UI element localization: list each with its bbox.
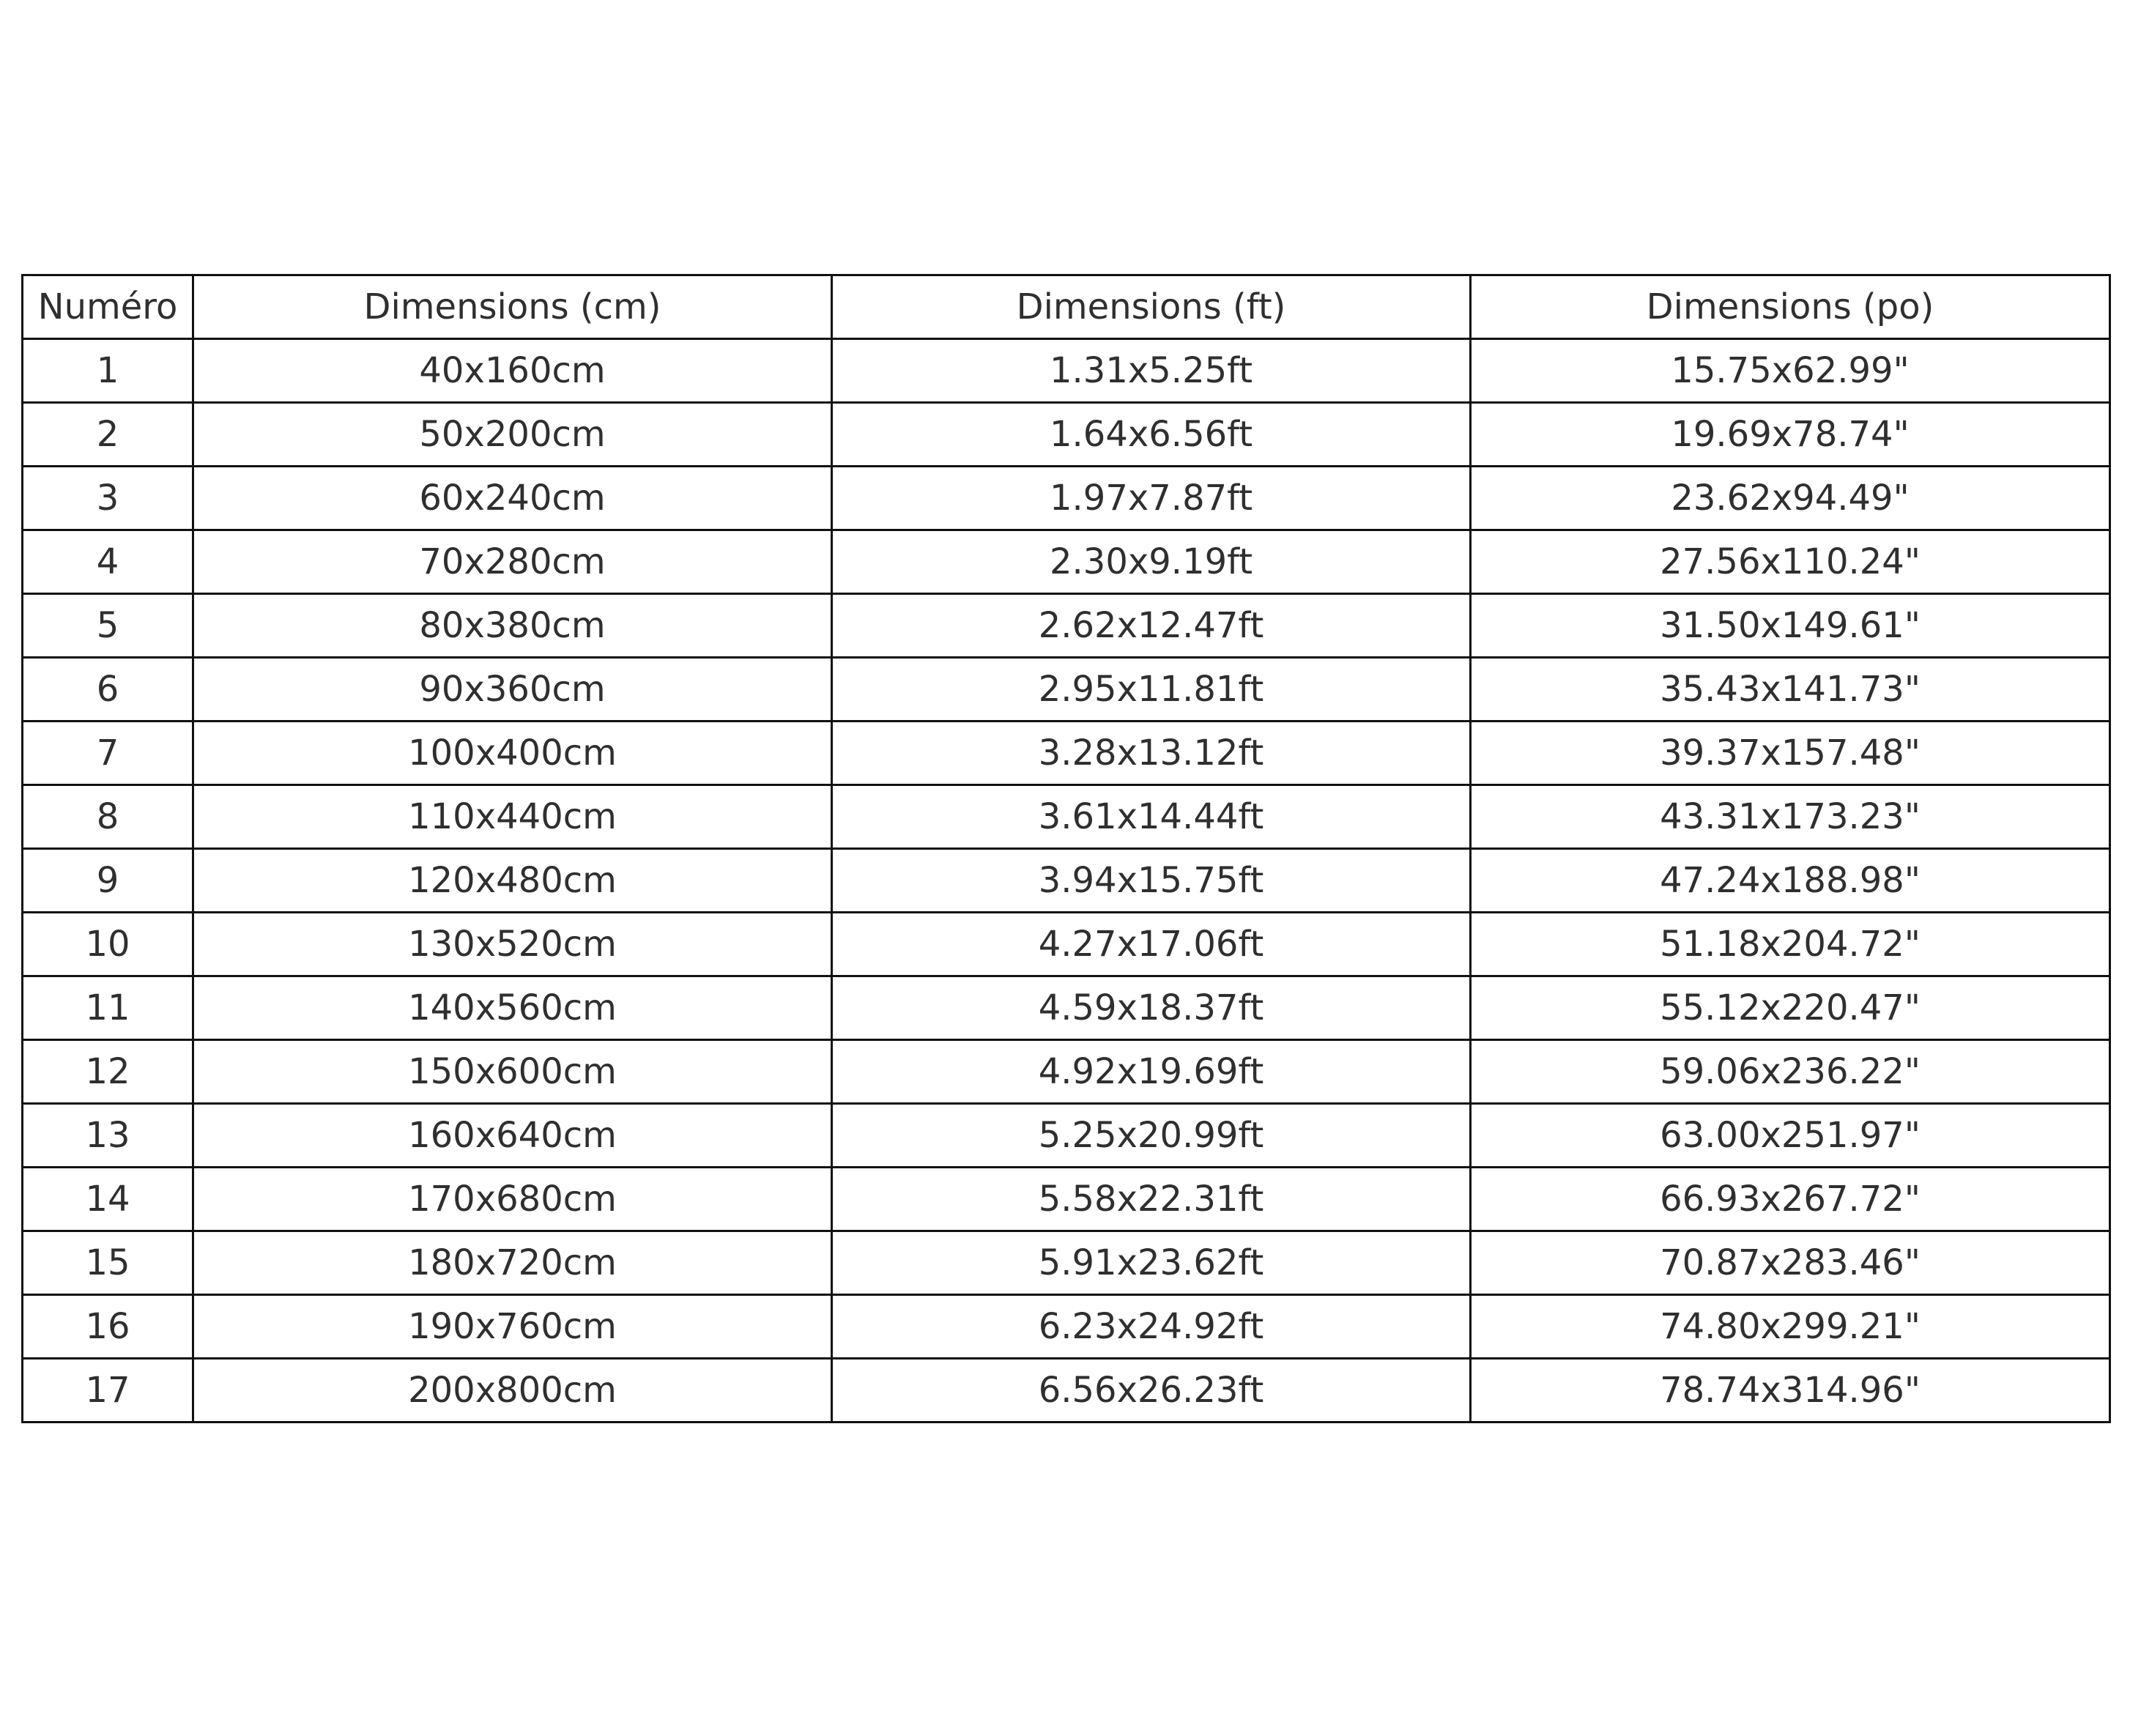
table-row: [23, 1104, 2110, 1168]
cell-dimensions-po: 15.75x62.99": [1471, 339, 2110, 403]
cell-dimensions-po: 63.00x251.97": [1471, 1104, 2110, 1168]
header-numero: Numéro: [23, 275, 193, 339]
cell-dimensions-cm: 100x400cm: [193, 722, 832, 785]
cell-dimensions-ft: 5.58x22.31ft: [832, 1168, 1471, 1231]
cell-numero: 16: [23, 1295, 193, 1359]
cell-dimensions-po: 39.37x157.48": [1471, 722, 2110, 785]
table-row: [23, 722, 2110, 785]
cell-dimensions-ft: 6.23x24.92ft: [832, 1295, 1471, 1359]
table-row: [23, 976, 2110, 1040]
cell-dimensions-cm: 160x640cm: [193, 1104, 832, 1168]
cell-numero: 9: [23, 849, 193, 913]
cell-dimensions-cm: 40x160cm: [193, 339, 832, 403]
cell-dimensions-cm: 80x380cm: [193, 594, 832, 658]
table-row: [23, 1040, 2110, 1104]
cell-dimensions-ft: 1.97x7.87ft: [832, 467, 1471, 530]
cell-dimensions-cm: 60x240cm: [193, 467, 832, 530]
cell-dimensions-ft: 5.91x23.62ft: [832, 1231, 1471, 1295]
cell-dimensions-cm: 50x200cm: [193, 403, 832, 467]
cell-dimensions-po: 31.50x149.61": [1471, 594, 2110, 658]
cell-dimensions-ft: 4.59x18.37ft: [832, 976, 1471, 1040]
cell-dimensions-po: 55.12x220.47": [1471, 976, 2110, 1040]
cell-dimensions-po: 78.74x314.96": [1471, 1359, 2110, 1422]
cell-dimensions-ft: 2.30x9.19ft: [832, 530, 1471, 594]
cell-dimensions-cm: 120x480cm: [193, 849, 832, 913]
table-row: [23, 1359, 2110, 1422]
cell-dimensions-ft: 6.56x26.23ft: [832, 1359, 1471, 1422]
table-row: [23, 913, 2110, 976]
cell-dimensions-ft: 3.94x15.75ft: [832, 849, 1471, 913]
cell-dimensions-cm: 190x760cm: [193, 1295, 832, 1359]
cell-dimensions-ft: 2.62x12.47ft: [832, 594, 1471, 658]
cell-numero: 3: [23, 467, 193, 530]
cell-numero: 2: [23, 403, 193, 467]
cell-dimensions-cm: 180x720cm: [193, 1231, 832, 1295]
cell-dimensions-cm: 110x440cm: [193, 785, 832, 849]
table-row: [23, 339, 2110, 403]
table-row: [23, 530, 2110, 594]
cell-dimensions-po: 47.24x188.98": [1471, 849, 2110, 913]
table-row: [23, 785, 2110, 849]
cell-dimensions-ft: 1.64x6.56ft: [832, 403, 1471, 467]
cell-dimensions-ft: 5.25x20.99ft: [832, 1104, 1471, 1168]
cell-dimensions-cm: 200x800cm: [193, 1359, 832, 1422]
cell-dimensions-cm: 170x680cm: [193, 1168, 832, 1231]
cell-numero: 13: [23, 1104, 193, 1168]
cell-dimensions-ft: 2.95x11.81ft: [832, 658, 1471, 722]
cell-numero: 8: [23, 785, 193, 849]
cell-numero: 11: [23, 976, 193, 1040]
cell-dimensions-po: 35.43x141.73": [1471, 658, 2110, 722]
cell-dimensions-cm: 140x560cm: [193, 976, 832, 1040]
cell-numero: 15: [23, 1231, 193, 1295]
size-table: [21, 274, 2111, 1423]
header-dimensions-ft: Dimensions (ft): [832, 275, 1471, 339]
cell-dimensions-po: 51.18x204.72": [1471, 913, 2110, 976]
cell-numero: 7: [23, 722, 193, 785]
cell-dimensions-cm: 150x600cm: [193, 1040, 832, 1104]
table-row: [23, 1231, 2110, 1295]
cell-dimensions-po: 43.31x173.23": [1471, 785, 2110, 849]
table-header: [23, 275, 2110, 339]
cell-dimensions-ft: 4.27x17.06ft: [832, 913, 1471, 976]
header-dimensions-po: Dimensions (po): [1471, 275, 2110, 339]
table-row: [23, 1295, 2110, 1359]
cell-dimensions-ft: 4.92x19.69ft: [832, 1040, 1471, 1104]
header-row: [23, 275, 2110, 339]
cell-dimensions-po: 19.69x78.74": [1471, 403, 2110, 467]
cell-numero: 17: [23, 1359, 193, 1422]
cell-dimensions-ft: 3.28x13.12ft: [832, 722, 1471, 785]
cell-dimensions-po: 27.56x110.24": [1471, 530, 2110, 594]
table-row: [23, 849, 2110, 913]
cell-dimensions-ft: 1.31x5.25ft: [832, 339, 1471, 403]
cell-numero: 1: [23, 339, 193, 403]
header-dimensions-cm: Dimensions (cm): [193, 275, 832, 339]
cell-dimensions-cm: 130x520cm: [193, 913, 832, 976]
cell-dimensions-po: 59.06x236.22": [1471, 1040, 2110, 1104]
cell-dimensions-ft: 3.61x14.44ft: [832, 785, 1471, 849]
cell-numero: 10: [23, 913, 193, 976]
cell-dimensions-po: 66.93x267.72": [1471, 1168, 2110, 1231]
table-body: [23, 339, 2110, 1422]
cell-numero: 5: [23, 594, 193, 658]
table-row: [23, 1168, 2110, 1231]
table-row: [23, 403, 2110, 467]
cell-numero: 12: [23, 1040, 193, 1104]
cell-numero: 4: [23, 530, 193, 594]
cell-dimensions-po: 70.87x283.46": [1471, 1231, 2110, 1295]
table-row: [23, 658, 2110, 722]
cell-dimensions-cm: 90x360cm: [193, 658, 832, 722]
cell-dimensions-cm: 70x280cm: [193, 530, 832, 594]
cell-numero: 14: [23, 1168, 193, 1231]
cell-dimensions-po: 23.62x94.49": [1471, 467, 2110, 530]
cell-numero: 6: [23, 658, 193, 722]
table-row: [23, 594, 2110, 658]
table-row: [23, 467, 2110, 530]
cell-dimensions-po: 74.80x299.21": [1471, 1295, 2110, 1359]
